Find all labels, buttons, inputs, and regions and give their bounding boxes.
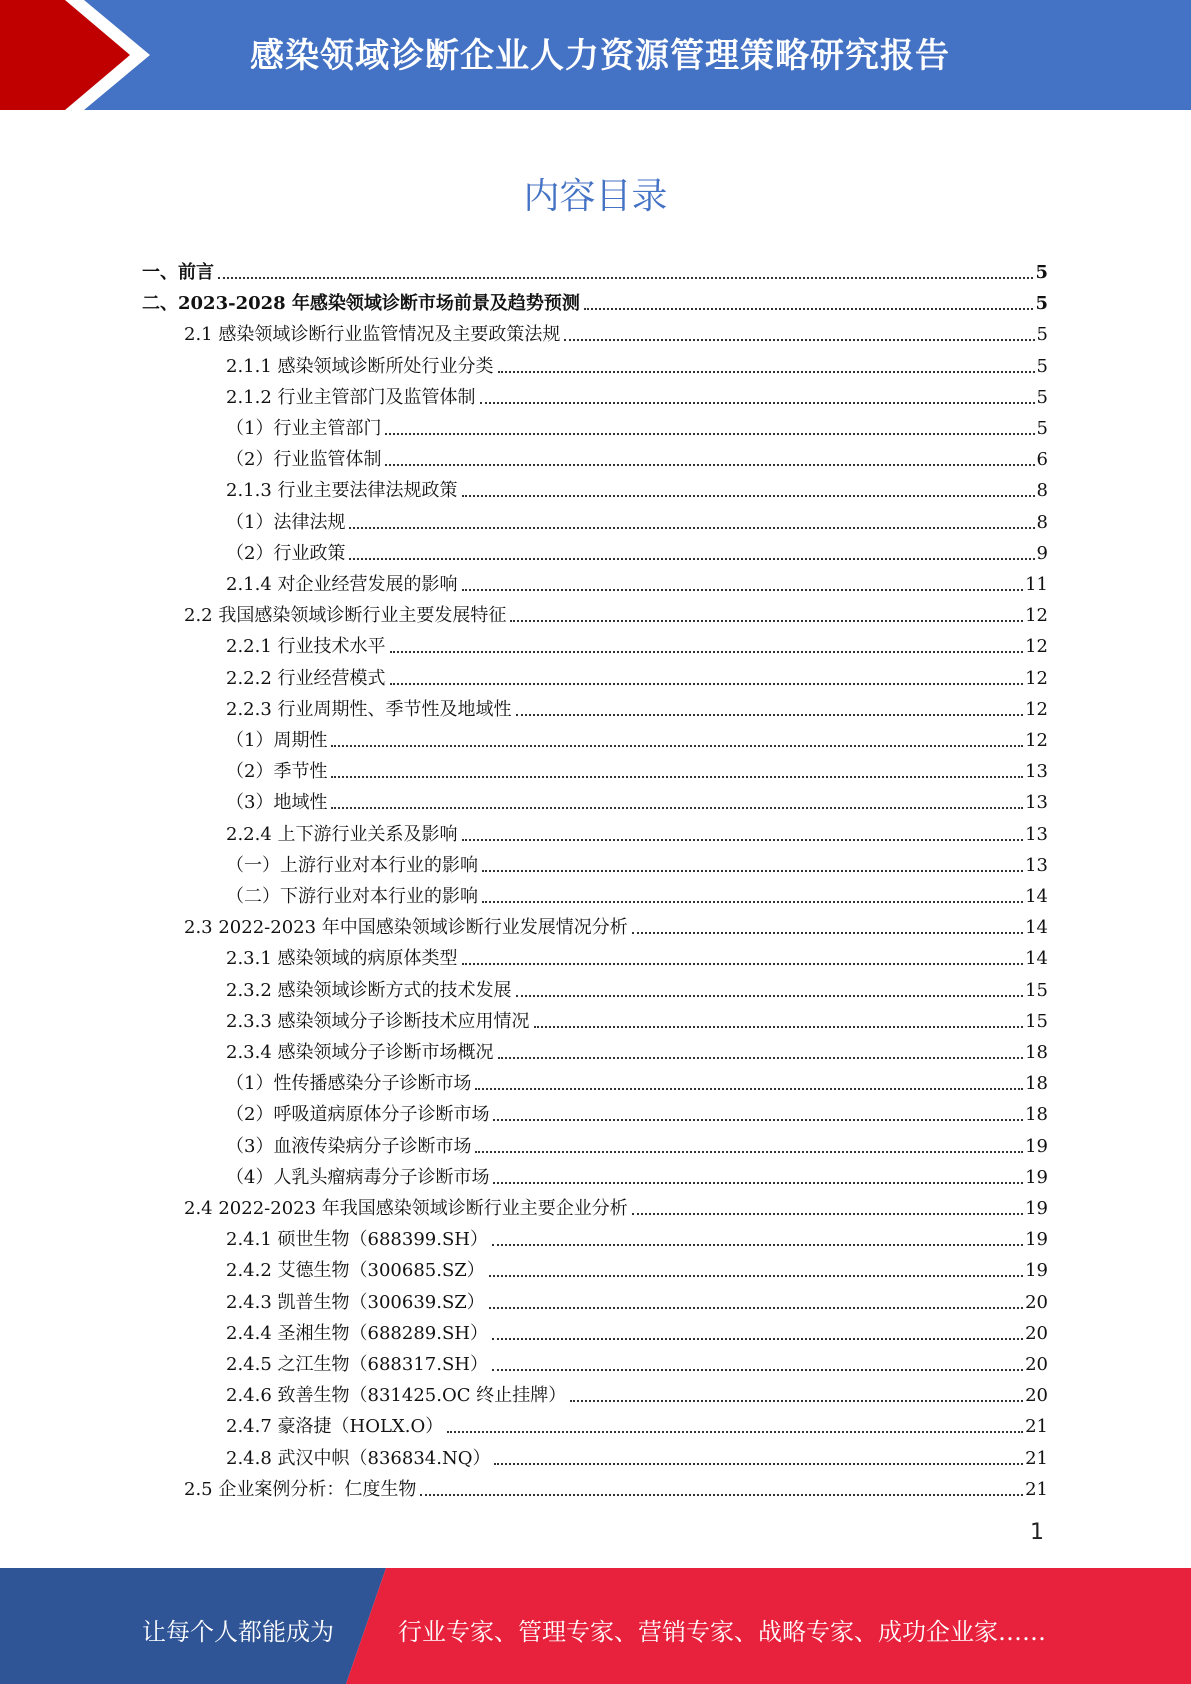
toc-entry[interactable] (226, 1315, 1048, 1345)
toc-entry-label: （1）法律法规 (226, 511, 346, 533)
toc-dot-leader (570, 1400, 1023, 1402)
toc-dot-leader (516, 714, 1024, 716)
toc-dot-leader (493, 1182, 1023, 1184)
toc-dot-leader (564, 339, 1034, 341)
toc-dot-leader (482, 901, 1023, 903)
toc-dot-leader (516, 995, 1024, 997)
toc-entry-page: 19 (1025, 1135, 1048, 1157)
toc-entry-page: 20 (1025, 1322, 1048, 1344)
toc-dot-leader (390, 651, 1024, 653)
toc-entry-label: 2.1.3 行业主要法律法规政策 (226, 480, 458, 502)
toc-entry[interactable] (226, 816, 1048, 846)
toc-entry[interactable] (226, 940, 1048, 970)
toc-dot-leader (420, 1494, 1023, 1496)
toc-entry-page: 19 (1025, 1198, 1048, 1219)
toc-entry-page: 14 (1025, 886, 1048, 907)
toc-entry-label: 2.4 2022-2023 年我国感染领域诊断行业主要企业分析 (184, 1198, 628, 1219)
toc-entry-label: 2.1 感染领域诊断行业监管情况及主要政策法规 (184, 324, 561, 346)
toc-entry-label: （3）血液传染病分子诊断市场 (226, 1135, 472, 1157)
toc-entry[interactable] (226, 535, 1048, 565)
toc-entry[interactable] (226, 1128, 1048, 1158)
toc-dot-leader (447, 1431, 1023, 1433)
toc-entry[interactable] (226, 753, 1048, 783)
toc-entry-label: （二）下游行业对本行业的影响 (226, 886, 478, 907)
toc-entry-label: 2.5 企业案例分析：仁度生物 (184, 1478, 417, 1500)
page-number: 1 (1030, 1520, 1044, 1545)
toc-entry-page: 19 (1025, 1229, 1048, 1251)
toc-entry-label: 2.2.3 行业周期性、季节性及地域性 (226, 698, 512, 720)
toc-dot-leader (349, 527, 1034, 529)
toc-entry-label: 2.1.4 对企业经营发展的影响 (226, 574, 458, 595)
toc-entry[interactable] (226, 472, 1048, 502)
toc-entry-page: 5 (1036, 418, 1048, 439)
toc-entry[interactable] (226, 566, 1048, 596)
toc-dot-leader (584, 308, 1034, 310)
toc-entry-page: 13 (1025, 761, 1048, 783)
toc-entry-label: （1）性传播感染分子诊断市场 (226, 1073, 472, 1095)
toc-entry-label: （2）行业政策 (226, 542, 346, 564)
toc-entry[interactable] (226, 1440, 1048, 1470)
toc-entry-page: 8 (1036, 511, 1048, 533)
toc-entry-label: 2.3 2022-2023 年中国感染领域诊断行业发展情况分析 (184, 917, 628, 939)
toc-entry[interactable] (226, 1065, 1048, 1095)
toc-entry-label: 2.3.3 感染领域分子诊断技术应用情况 (226, 1010, 530, 1032)
toc-entry-page: 8 (1036, 480, 1048, 502)
toc-entry-page: 12 (1025, 698, 1048, 720)
toc-entry-page: 9 (1036, 542, 1048, 564)
toc-dot-leader (331, 776, 1023, 778)
toc-entry[interactable] (226, 348, 1048, 378)
toc-entry-label: （2）季节性 (226, 761, 328, 783)
toc-entry[interactable] (226, 847, 1048, 877)
toc-entry-page: 14 (1025, 917, 1048, 939)
toc-dot-leader (489, 1307, 1023, 1309)
toc-dot-leader (534, 1026, 1024, 1028)
toc-entry-page: 15 (1025, 979, 1048, 1001)
toc-entry-label: 2.4.3 凯普生物（300639.SZ） (226, 1291, 485, 1313)
toc-entry-label: 2.4.7 豪洛捷（HOLX.O） (226, 1416, 444, 1438)
toc-entry-label: （2）呼吸道病原体分子诊断市场 (226, 1104, 490, 1126)
toc-dot-leader (480, 402, 1035, 404)
toc-dot-leader (462, 839, 1024, 841)
toc-entry[interactable] (226, 379, 1048, 409)
toc-entry[interactable] (226, 1284, 1048, 1314)
toc-entry-label: 2.3.4 感染领域分子诊断市场概况 (226, 1042, 494, 1063)
toc-entry[interactable] (226, 1221, 1048, 1251)
toc-dot-leader (331, 807, 1023, 809)
toc-entry-label: （1）行业主管部门 (226, 418, 382, 439)
toc-entry-page: 15 (1025, 1010, 1048, 1032)
toc-entry-label: 2.4.6 致善生物（831425.OC 终止挂牌） (226, 1385, 567, 1407)
toc-entry-page: 5 (1036, 386, 1048, 408)
toc-heading: 内容目录 (523, 176, 668, 217)
toc-dot-leader (385, 433, 1034, 435)
toc-entry-page: 18 (1025, 1073, 1048, 1095)
toc-dot-leader (492, 1244, 1023, 1246)
toc-entry-label: 2.2.1 行业技术水平 (226, 636, 386, 658)
report-header-band (0, 0, 1191, 110)
toc-entry-page: 13 (1025, 823, 1048, 845)
toc-entry-label: 二、2023-2028 年感染领域诊断市场前景及趋势预测 (142, 293, 580, 315)
toc-dot-leader (632, 1213, 1023, 1215)
toc-entry[interactable] (226, 878, 1048, 908)
toc-entry-label: （2）行业监管体制 (226, 449, 382, 471)
toc-entry-page: 19 (1025, 1166, 1048, 1188)
toc-entry-label: 2.3.1 感染领域的病原体类型 (226, 948, 458, 970)
toc-entry-page: 20 (1025, 1385, 1048, 1407)
toc-entry[interactable] (142, 285, 1048, 315)
toc-entry-page: 18 (1025, 1104, 1048, 1126)
toc-entry-label: 2.2.2 行业经营模式 (226, 667, 386, 689)
toc-entry[interactable] (226, 410, 1048, 440)
toc-entry-page: 13 (1025, 792, 1048, 814)
toc-dot-leader (475, 1151, 1023, 1153)
toc-dot-leader (462, 589, 1024, 591)
toc-entry[interactable] (226, 660, 1048, 690)
toc-entry[interactable] (226, 1159, 1048, 1189)
toc-entry-label: 2.4.8 武汉中帜（836834.NQ） (226, 1447, 491, 1469)
toc-entry-label: 2.2.4 上下游行业关系及影响 (226, 823, 458, 845)
toc-entry-page: 21 (1025, 1478, 1048, 1500)
toc-entry-label: 2.4.4 圣湘生物（688289.SH） (226, 1322, 488, 1344)
toc-dot-leader (489, 1275, 1023, 1277)
toc-dot-leader (492, 1369, 1023, 1371)
toc-dot-leader (498, 371, 1035, 373)
toc-dot-leader (462, 495, 1035, 497)
toc-entry-label: 2.4.1 硕世生物（688399.SH） (226, 1229, 488, 1251)
toc-entry-page: 5 (1036, 355, 1048, 377)
toc-entry-label: 2.2 我国感染领域诊断行业主要发展特征 (184, 605, 507, 627)
toc-entry-page: 14 (1025, 948, 1048, 970)
toc-entry[interactable] (226, 784, 1048, 814)
report-title: 感染领域诊断企业人力资源管理策略研究报告 (250, 36, 950, 76)
toc-entry[interactable] (226, 628, 1048, 658)
toc-entry-page: 20 (1025, 1291, 1048, 1313)
toc-dot-leader (482, 870, 1023, 872)
toc-dot-leader (349, 558, 1034, 560)
toc-entry-page: 21 (1025, 1447, 1048, 1469)
toc-dot-leader (510, 620, 1023, 622)
toc-entry[interactable] (226, 1003, 1048, 1033)
toc-entry-page: 20 (1025, 1354, 1048, 1375)
toc-dot-leader (494, 1463, 1023, 1465)
toc-entry[interactable] (226, 972, 1048, 1002)
toc-entry-page: 18 (1025, 1042, 1048, 1063)
report-footer-band (0, 1568, 1191, 1684)
toc-dot-leader (632, 932, 1023, 934)
toc-entry-label: 2.4.2 艾德生物（300685.SZ） (226, 1260, 485, 1282)
toc-entry[interactable] (184, 597, 1048, 627)
toc-entry-label: 2.1.2 行业主管部门及监管体制 (226, 386, 476, 408)
toc-dot-leader (475, 1088, 1023, 1090)
toc-dot-leader (462, 963, 1024, 965)
toc-entry-label: 2.4.5 之江生物（688317.SH） (226, 1354, 488, 1375)
toc-entry-label: 2.1.1 感染领域诊断所处行业分类 (226, 355, 494, 377)
toc-entry-page: 12 (1025, 605, 1048, 627)
toc-dot-leader (390, 683, 1024, 685)
toc-entry[interactable] (226, 1408, 1048, 1438)
toc-dot-leader (493, 1119, 1023, 1121)
toc-dot-leader (498, 1057, 1024, 1059)
toc-entry-page: 11 (1025, 574, 1048, 595)
toc-entry[interactable] (184, 316, 1048, 346)
toc-entry-page: 6 (1036, 449, 1048, 471)
toc-dot-leader (331, 745, 1023, 747)
toc-entry[interactable] (226, 1252, 1048, 1282)
toc-entry[interactable] (142, 254, 1048, 284)
toc-entry[interactable] (184, 1190, 1048, 1220)
toc-dot-leader (492, 1338, 1023, 1340)
toc-dot-leader (385, 464, 1034, 466)
toc-entry-label: （一）上游行业对本行业的影响 (226, 854, 478, 876)
toc-entry-page: 12 (1025, 730, 1048, 751)
toc-entry-label: 2.3.2 感染领域诊断方式的技术发展 (226, 979, 512, 1001)
toc-entry-page: 5 (1035, 293, 1048, 315)
toc-entry[interactable] (226, 1034, 1048, 1064)
toc-entry-page: 5 (1035, 262, 1048, 283)
toc-entry-label: （1）周期性 (226, 730, 328, 751)
toc-entry-label: （4）人乳头瘤病毒分子诊断市场 (226, 1166, 490, 1188)
toc-entry-label: 一、前言 (142, 262, 214, 283)
toc-entry-page: 21 (1025, 1416, 1048, 1438)
footer-slogan-right: 行业专家、管理专家、营销专家、战略专家、成功企业家…… (398, 1618, 1046, 1646)
toc-entry-page: 12 (1025, 667, 1048, 689)
toc-entry-page: 19 (1025, 1260, 1048, 1282)
toc-entry[interactable] (184, 1471, 1048, 1501)
toc-entry[interactable] (184, 909, 1048, 939)
toc-entry[interactable] (226, 722, 1048, 752)
toc-entry[interactable] (226, 691, 1048, 721)
toc-entry-label: （3）地域性 (226, 792, 328, 814)
toc-entry[interactable] (226, 1377, 1048, 1407)
toc-entry[interactable] (226, 1096, 1048, 1126)
toc-entry-page: 5 (1036, 324, 1048, 346)
toc-entry-page: 13 (1025, 854, 1048, 876)
footer-slogan-left: 让每个人都能成为 (142, 1618, 334, 1646)
toc-entry[interactable] (226, 441, 1048, 471)
toc-entry[interactable] (226, 504, 1048, 534)
toc-entry-page: 12 (1025, 636, 1048, 658)
toc-entry[interactable] (226, 1346, 1048, 1376)
toc-dot-leader (218, 277, 1033, 279)
